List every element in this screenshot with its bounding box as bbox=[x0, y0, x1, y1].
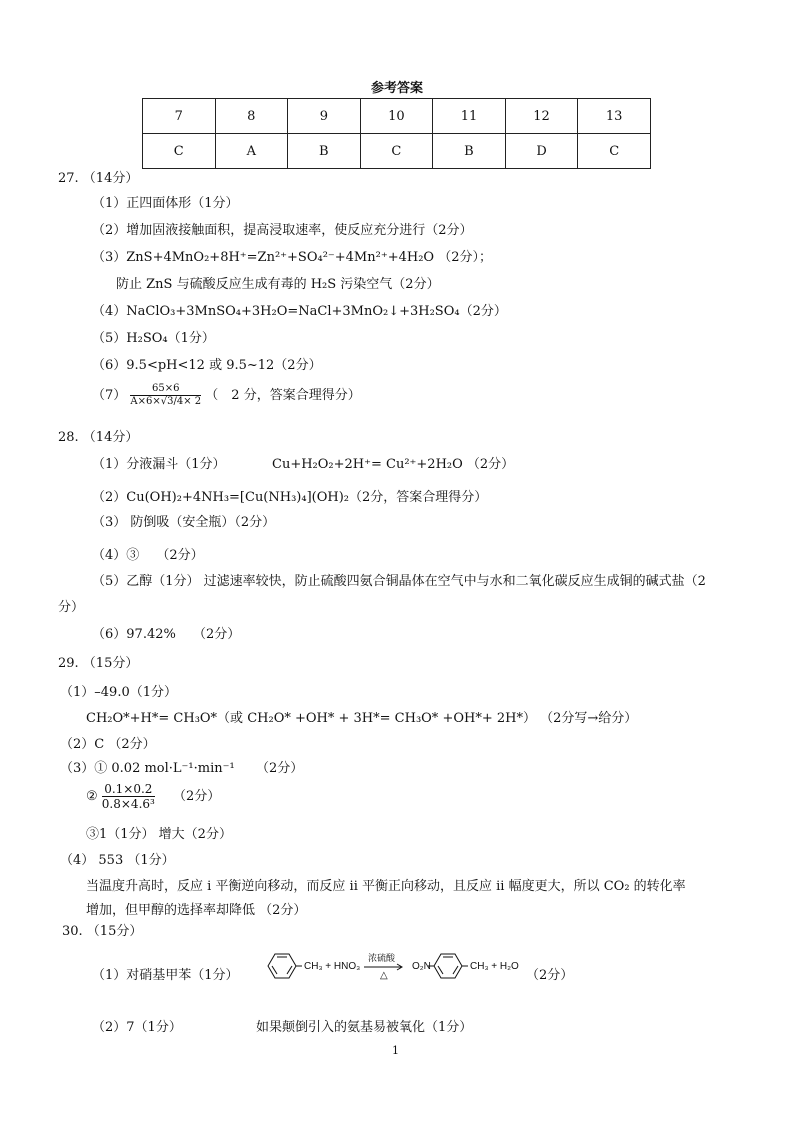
table-cell: 9 bbox=[288, 99, 361, 134]
q27-line-6: （6）9.5<pH<12 或 9.5~12（2分） bbox=[92, 358, 322, 373]
table-cell: 7 bbox=[143, 99, 216, 134]
condition-top-label: 浓硫酸 bbox=[368, 954, 396, 964]
q27-line-3: （3）ZnS+4MnO₂+8H⁺=Zn²⁺+SO₄²⁻+4Mn²⁺+4H₂O （2分）； bbox=[92, 250, 492, 265]
q28-line-1a: （1）分液漏斗（1分） bbox=[92, 457, 226, 472]
answer-table bbox=[142, 98, 651, 169]
q30-line-2a: （2）7（1分） bbox=[92, 1020, 182, 1035]
q27-line-2: （2）增加固液接触面积，提高浸取速率，使反应充分进行（2分） bbox=[92, 223, 473, 238]
table-cell: 8 bbox=[215, 99, 288, 134]
q28-line-3: （3） 防倒吸（安全瓶）（2分） bbox=[92, 515, 276, 530]
table-cell: 11 bbox=[433, 99, 506, 134]
q29-line-1: （1）–49.0（1分） bbox=[60, 685, 177, 700]
page-title: 参考答案 bbox=[370, 81, 423, 96]
table-cell: 10 bbox=[360, 99, 433, 134]
q29-line-3b-suffix: （2分） bbox=[172, 789, 221, 804]
table-cell: D bbox=[505, 134, 578, 169]
product-right-label: CH₃ + H₂O bbox=[470, 961, 519, 972]
q29-line-4b: 当温度升高时，反应 i 平衡逆向移动，而反应 ii 平衡正向移动，且反应 ii 幅度更大，所以 CO₂ 的转化率 bbox=[86, 879, 686, 894]
fraction-numerator: 65×6 bbox=[130, 384, 201, 396]
fraction-denominator: 0.8×4.6³ bbox=[101, 797, 155, 811]
q28-line-1b: Cu+H₂O₂+2H⁺= Cu²⁺+2H₂O （2分） bbox=[272, 457, 515, 472]
q27-line-1: （1）正四面体形（1分） bbox=[92, 196, 239, 211]
q28-line-2: （2）Cu(OH)₂+4NH₃=[Cu(NH₃)₄](OH)₂（2分，答案合理得分） bbox=[92, 490, 488, 505]
q28-line-4: （4）③ （2分） bbox=[92, 548, 204, 563]
q27-line-7 bbox=[92, 384, 361, 407]
q27-line-7-prefix: （7） bbox=[92, 388, 127, 403]
nitrotoluene-ring-icon bbox=[428, 954, 468, 978]
q29-heading: 29. （15分） bbox=[58, 656, 139, 671]
table-cell: C bbox=[578, 134, 651, 169]
q29-line-4c: 增加，但甲醇的选择率却降低 （2分） bbox=[86, 903, 307, 918]
q28-line-5: （5）乙醇（1分） 过滤速率较快，防止硫酸四氨合铜晶体在空气中与水和二氧化碳反应生成铜的碱式盐（2 bbox=[92, 574, 706, 589]
condition-bottom-label: △ bbox=[380, 970, 388, 981]
q28-heading: 28. （14分） bbox=[58, 430, 139, 445]
benzene-ring-icon bbox=[268, 954, 302, 978]
q27-line-4: （4）NaClO₃+3MnSO₄+3H₂O=NaCl+3MnO₂↓+3H₂SO₄（2分） bbox=[92, 304, 507, 319]
q28-line-5b: 分） bbox=[58, 600, 85, 615]
q27-fraction bbox=[130, 384, 201, 407]
q30-heading: 30. （15分） bbox=[62, 924, 143, 939]
q29-line-4: （4） 553 （1分） bbox=[60, 853, 175, 868]
q29-line-1b: CH₂O*+H*= CH₃O*（或 CH₂O* +OH* + 3H*= CH₃O* +OH*+ 2H*） （2分写→给分） bbox=[86, 711, 638, 726]
q30-line-1: （1）对硝基甲苯（1分） bbox=[92, 968, 239, 983]
q29-line-3b bbox=[86, 783, 220, 810]
q30-equation-score: （2分） bbox=[526, 968, 574, 983]
table-answer-row bbox=[143, 134, 651, 169]
table-header-row bbox=[143, 99, 651, 134]
q27-line-3b: 防止 ZnS 与硫酸反应生成有毒的 H₂S 污染空气（2分） bbox=[116, 277, 440, 292]
table-cell: B bbox=[433, 134, 506, 169]
table-cell: 13 bbox=[578, 99, 651, 134]
q29-line-3c: ③1（1分） 增大（2分） bbox=[86, 827, 232, 842]
product-nitro-label: O₂N bbox=[412, 961, 431, 972]
page-number: 1 bbox=[392, 1044, 399, 1057]
q30-line-2b: 如果颠倒引入的氨基易被氧化（1分） bbox=[256, 1020, 473, 1035]
q29-line-2: （2）C （2分） bbox=[60, 737, 156, 752]
table-cell: B bbox=[288, 134, 361, 169]
table-cell: C bbox=[360, 134, 433, 169]
table-cell: 12 bbox=[505, 99, 578, 134]
fraction-denominator: A×6×√3/4× 2 bbox=[130, 396, 202, 407]
q27-heading: 27. （14分） bbox=[58, 171, 139, 186]
q29-fraction bbox=[102, 783, 155, 810]
reactant-label: CH₃ + HNO₃ bbox=[304, 961, 361, 972]
q29-line-3: （3）① 0.02 mol·L⁻¹·min⁻¹ （2分） bbox=[60, 761, 304, 776]
table-cell: A bbox=[215, 134, 288, 169]
q28-line-6: （6）97.42% （2分） bbox=[92, 627, 241, 642]
table-cell: C bbox=[143, 134, 216, 169]
q27-line-7-suffix: （ 2 分，答案合理得分） bbox=[205, 388, 361, 403]
fraction-numerator: 0.1×0.2 bbox=[102, 783, 155, 797]
q29-line-3b-prefix: ② bbox=[86, 789, 98, 804]
q27-line-5: （5）H₂SO₄（1分） bbox=[92, 331, 215, 346]
